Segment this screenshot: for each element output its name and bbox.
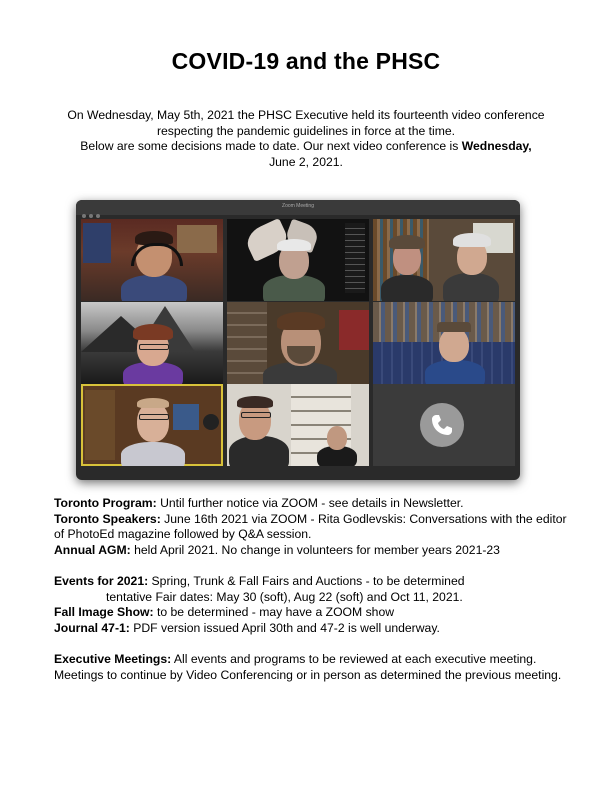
annual-agm-label: Annual AGM: xyxy=(54,542,131,557)
intro-line-3 xyxy=(46,139,566,155)
intro-line-4: June 2, 2021. xyxy=(269,154,343,169)
video-tile-2 xyxy=(227,219,369,301)
zoom-meeting-window xyxy=(76,200,520,480)
fall-image-show-label: Fall Image Show: xyxy=(54,605,154,620)
journal-label: Journal 47-1: xyxy=(54,620,130,635)
executive-meetings xyxy=(54,652,574,683)
toronto-speakers-text: June 16th 2021 via ZOOM - Rita Godlevskis: Conversations with the editor of PhotoEd magazine followed by Q&A session. xyxy=(54,511,567,542)
close-dot-icon xyxy=(82,214,86,218)
executive-meetings-text: All events and programs to be reviewed at each executive meeting. Meetings to continue by Video Conferencing or in person as determined the previous meeting. xyxy=(54,651,562,682)
events-2021-text: Spring, Trunk & Fall Fairs and Auctions - to be determined xyxy=(148,573,465,588)
video-tile-8 xyxy=(227,384,369,466)
toronto-program-text: Until further notice via ZOOM - see details in Newsletter. xyxy=(156,496,464,510)
fall-image-show-text: to be determined - may have a ZOOM show xyxy=(153,605,395,620)
video-tile-6 xyxy=(373,302,515,384)
video-tile-5 xyxy=(227,302,369,384)
intro-line-2: respecting the pandemic guidelines in force at the time. xyxy=(156,123,456,138)
minimize-dot-icon xyxy=(89,214,93,218)
video-tile-9-call xyxy=(373,384,515,466)
fall-image-show xyxy=(54,605,574,621)
body-text xyxy=(54,496,574,683)
events-2021-fair-dates: tentative Fair dates: May 30 (soft), Aug 22 (soft) and Oct 11, 2021. xyxy=(106,589,463,604)
spacer xyxy=(54,636,574,652)
phone-call-button[interactable] xyxy=(420,403,464,447)
maximize-dot-icon xyxy=(96,214,100,218)
phone-icon xyxy=(420,403,464,447)
executive-meetings-label: Executive Meetings: xyxy=(54,651,172,666)
zoom-titlebar xyxy=(76,200,520,215)
toronto-speakers xyxy=(54,512,574,543)
video-tile-7-active-speaker xyxy=(81,384,223,466)
toronto-speakers-label: Toronto Speakers: xyxy=(54,511,161,526)
events-2021-label: Events for 2021: xyxy=(54,573,149,588)
toronto-program-label: Toronto Program: xyxy=(54,496,157,510)
page-title: COVID-19 and the PHSC xyxy=(171,48,441,74)
intro-line-1: On Wednesday, May 5th, 2021 the PHSC Executive held its fourteenth video conference xyxy=(67,108,545,122)
intro-paragraph xyxy=(46,108,566,170)
events-2021 xyxy=(54,574,574,590)
toronto-program xyxy=(54,496,574,512)
spacer xyxy=(54,558,574,574)
video-tile-3 xyxy=(373,219,515,301)
video-tile-4 xyxy=(81,302,223,384)
journal xyxy=(54,621,574,637)
annual-agm xyxy=(54,543,574,559)
intro-line-3-text: Below are some decisions made to date. Our next video conference is xyxy=(80,139,462,154)
zoom-window-title: Zoom Meeting xyxy=(282,203,314,209)
annual-agm-text: held April 2021. No change in volunteers for member years 2021-23 xyxy=(130,542,500,557)
video-tile-1 xyxy=(81,219,223,301)
journal-text: PDF version issued April 30th and 47-2 is well underway. xyxy=(129,620,440,635)
intro-line-3-bold: Wednesday, xyxy=(461,139,532,154)
